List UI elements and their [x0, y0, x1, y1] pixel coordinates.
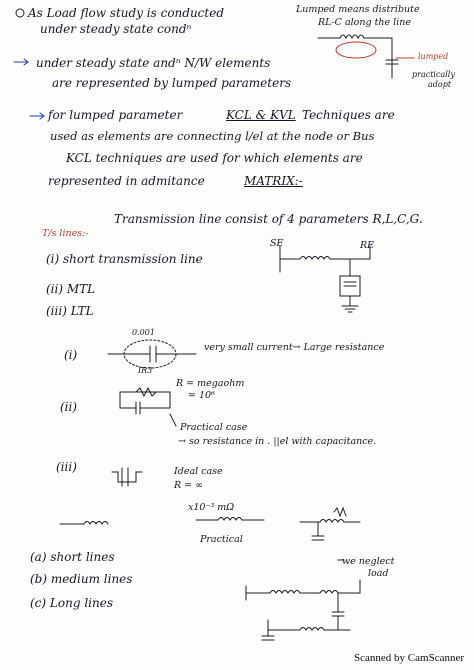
line2b: are represented by lumped parameters: [52, 76, 292, 90]
arrow-icon: [14, 59, 28, 65]
label-re: RE: [360, 240, 375, 251]
capacitor: [122, 468, 128, 486]
case1-text: very small current→ Large resistance: [204, 342, 385, 353]
side-note-lumped: lumped: [418, 52, 449, 61]
side-note-2: RL-C along the line: [318, 17, 411, 28]
type-c: (c) Long lines: [30, 596, 113, 610]
line3d: used as elements are connecting l/el at the node or Bus: [50, 129, 375, 143]
line3g: MATRIX:-: [244, 174, 303, 188]
tl-item-2: (ii) MTL: [46, 282, 96, 296]
parallel-rc: [120, 392, 170, 414]
case2-r2: = 10⁶: [188, 390, 215, 401]
case3-ideal: Ideal case: [174, 466, 223, 477]
capacitor-sketch: [108, 346, 196, 362]
inductor: [270, 591, 300, 594]
inductor: [300, 628, 324, 631]
side-note-adopt: adopt: [428, 80, 452, 89]
ground: [342, 296, 358, 312]
side-note-1: Lumped means distribute: [296, 4, 420, 15]
type-a: (a) short lines: [30, 550, 115, 564]
tl-item-3: (iii) LTL: [46, 304, 94, 318]
capacitor: [332, 593, 344, 630]
line3a: for lumped parameter: [48, 108, 183, 122]
bullet-icon: [16, 9, 24, 17]
tl-intro: Transmission line consist of 4 parameters R,L,C,G.: [114, 212, 423, 226]
case3-r: R = ∞: [174, 480, 204, 491]
arrow: [170, 414, 176, 426]
inductor: [320, 520, 344, 523]
line3c: Techniques are: [302, 108, 395, 122]
case2-note1: Practical case: [180, 422, 248, 433]
capacitor: [344, 282, 356, 286]
inductor: [218, 518, 242, 521]
line3e: KCL techniques are used for which elements are: [66, 151, 363, 165]
line3b: KCL & KVL: [226, 108, 296, 122]
case1-top: 0.001: [132, 328, 155, 337]
wire: [338, 580, 360, 593]
resistor: [334, 508, 346, 516]
type-b: (b) medium lines: [30, 572, 133, 586]
footer-watermark: Scanned by CamScanner: [354, 652, 464, 664]
label-se: SE: [270, 238, 284, 249]
line1a: As Load flow study is conducted: [28, 6, 225, 20]
case3-practical: Practical: [200, 534, 243, 545]
inductor: [320, 591, 338, 594]
case2-note2: → so resistance in . ||el with capacitance.: [178, 436, 377, 447]
case1-bot: IR3: [138, 366, 153, 375]
neglect-1: we neglect: [342, 556, 395, 567]
case2-label: (ii): [60, 400, 78, 414]
tl-item-1: (i) short transmission line: [46, 252, 203, 266]
inductor: [300, 257, 330, 260]
line3f: represented in admitance: [48, 174, 205, 188]
wire: [280, 246, 300, 272]
line1b: under steady state condⁿ: [40, 22, 192, 36]
inductor: [340, 35, 364, 38]
wire: [330, 246, 370, 259]
capacitor: [312, 522, 360, 540]
tl-heading: T/s lines:-: [42, 228, 89, 239]
inductor: [84, 522, 108, 525]
lumped-circle: [336, 42, 376, 58]
ideal-cap: [112, 472, 142, 482]
case3-label: (iii): [56, 460, 77, 474]
neglect-2: load: [368, 568, 389, 579]
line2a: under steady state andⁿ N/W elements: [36, 56, 271, 70]
case2-r: R = megaohm: [176, 378, 245, 389]
side-note-practical: practically: [412, 70, 455, 79]
arrow-icon: [30, 113, 44, 119]
case3-val: x10⁻³ mΩ: [188, 502, 235, 513]
wire: [246, 586, 270, 600]
case1-label: (i): [64, 348, 78, 362]
